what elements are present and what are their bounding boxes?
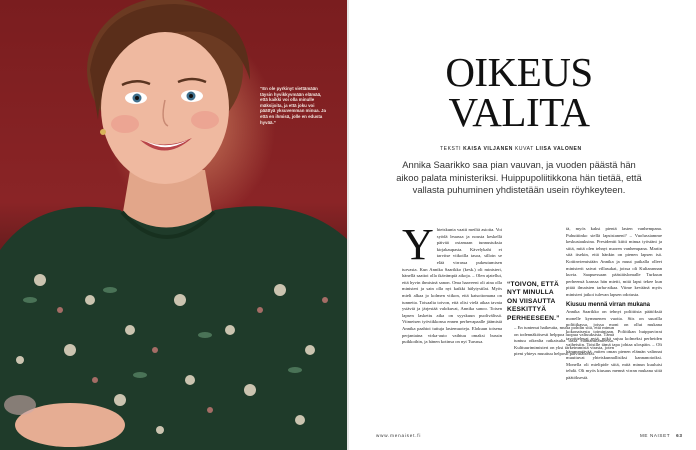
credits-photographer: LIISA VALONEN bbox=[535, 146, 582, 152]
article-credits bbox=[440, 146, 610, 152]
credits-author: KAISA VILJANEN bbox=[463, 146, 513, 152]
article-column-1 bbox=[402, 220, 502, 346]
column-3-body: tä, myös kaksi pientä lasten vanhempana. Puhuttiinko siellä lapsistaneni? – Vuolussiamme keskustauksina. Presidentti kiitti minua työstäni ja siitä, mitä olen tehnyt nuoren vanhempana. Martin sitä itsekin, että hänkin on pienen lapsen isä. Kotiinviemistään Annika ja muut paikalla olleet ministerit saivat villasukat, joissa oli Kultarannan kuvia. Saapuessaan pääsiäislomalle Turkuun perheensä kanssa hän mietti, mitä lapsi tekee kun pitää ilmaisten tarha-aikaa. Viime keväänä myös ministeri jatkoi tulevan lapsen odotusta. bbox=[566, 226, 662, 297]
page-gutter bbox=[347, 0, 349, 450]
column-3-body-continued: Annika Saarikko on tehnyt poliittisia päätöksiä monelle kymmenen vuotta. Siis on suurilla politiikassa, joissa moni on ollut mukana kokonaisesta toimintaan. Poliitikan huippuvirrat tavoittelevat nytä, mikä sujuu kolmeksi perheiden vaiheisiin. Toisille tämä tapa johtaa ulospäin. – Oli hämmentävää, miten oman pienen elämän valinnat muuttuvat yhteiskunnallisiksi kannanotoiksi. Monella oli mielipide siitä, mitä minun kuuluisi tehdä. Oli myös kiusaus mennä virran mukana siitä päätöksestä. bbox=[566, 309, 662, 381]
drop-cap: Y bbox=[402, 220, 434, 269]
pull-quote: “TOIVON, ETTÄ NYT MINULLA ON VIISAUTTA KESKITTYÄ PERHEESEEN.” bbox=[507, 281, 560, 322]
article-headline bbox=[434, 49, 604, 135]
article-lead: Annika Saarikko saa pian vauvan, ja vuoden päästä hän aikoo palata ministeriksi. Huippupoliitikkona hän tietää, että vallasta puhuminen yhdistetään usein röyhkeyteen. bbox=[396, 159, 642, 196]
headline-line-1: OIKEUS bbox=[445, 49, 593, 95]
credits-photo-label: KUVAT bbox=[512, 146, 536, 152]
headline-line-2: VALITA bbox=[448, 89, 590, 135]
article-column-3 bbox=[566, 226, 662, 382]
section-subheading: Kiusuu mennä virran mukana bbox=[566, 301, 651, 308]
column-2-body: – En tuntenut haikeutta, mutta pohdin sitä, että minun on todennäköisesti helppoa luopua valtuuksista. Tämä tuntuu oikealta ratkaisulta tässä elämäntilanteessa. Kulttuurimimisteri on yksi tärkeimmistä virasta, joten pieni yhteys muuttuu helposti päivittäiseksi. bbox=[514, 325, 614, 357]
credits-text-label: TEKSTI bbox=[440, 146, 464, 152]
page-number: 63 bbox=[676, 433, 683, 438]
column-1-body: hteiskunta vaatii meiltä asioita. Voi syödä leuassa ja nousta keskellä päivää ostamaan tunnustuksia kirjakaupasta. Kävelykahi et tarvitse viikoilla tasoa, silloin se elää virrassa pukeutumisen turvasta. Kun Annika Saarikko (kesk.) oli ministeri, hänellä saattoi olla ikävämpiä aikoja. – Olen ajatellut, että hyvin ihmisinä sanon. Oma haaveeni oli aina olla ministeri ja sain olla nyt kaikki hälytystilat. Myös mieli alkaa jo kolmen viikon, että katsottomana on tunnetta. Toisaalta toivon, että olisi vielä aikaa tavata ystäviä ja järjestää valokuvat, Annika sanoo. Toisen lapsen laskettu aika on syyskuun puolivälissä. Viimeisen työviikkonsa ennen perhevapaalle jäämistä Annika paahtoi tuttuja lasiemuoteja. Elokuun toisena perjantaina virka-auto vaihtuu omaksi bussin puikkoihin, ja hänen kotinsa on nyt Turussa. bbox=[402, 227, 502, 345]
magazine-name: ME NAISET bbox=[640, 433, 671, 438]
photo-caption: “En ole pyrkinyt viettämään täysin hyvikkyvmään elämää, että kaikki voi olla minulle mäksijoita, ja että joku voi päättyä yksuvemman minua. Ja että en ihmisä, jolle en edusta hyvää.” bbox=[260, 86, 326, 125]
footer-website: www.menaiset.fi bbox=[376, 433, 422, 438]
footer-magazine bbox=[640, 433, 682, 438]
